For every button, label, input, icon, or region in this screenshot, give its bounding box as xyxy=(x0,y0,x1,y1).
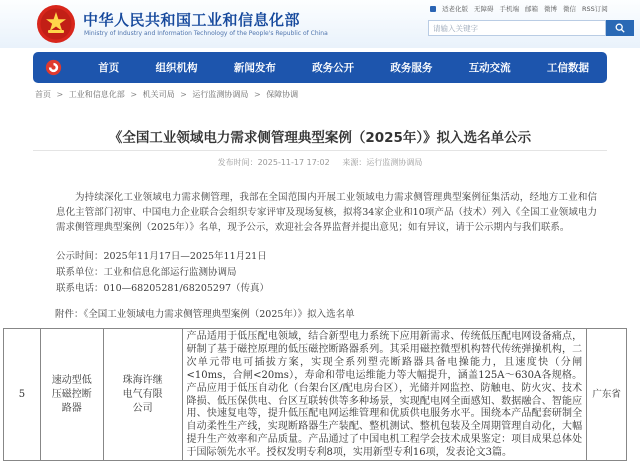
link-elder-mode[interactable]: 适老化版 xyxy=(442,5,468,13)
title-divider xyxy=(33,150,607,151)
breadcrumb-separator: > xyxy=(56,90,64,99)
nav-item-news[interactable]: 新闻发布 xyxy=(233,62,276,74)
site-title: 中华人民共和国工业和信息化部 xyxy=(83,11,301,29)
nav-item-gov-disclosure[interactable]: 政务公开 xyxy=(312,62,355,74)
nav-item-data[interactable]: 工信数据 xyxy=(546,62,589,74)
publish-time-value: 2025-11-17 17:02 xyxy=(257,158,330,167)
link-weibo[interactable]: 微博 xyxy=(544,5,557,13)
breadcrumb-home[interactable]: 首页 xyxy=(35,90,51,99)
article-meta xyxy=(0,157,640,168)
source-value: 运行监测协调局 xyxy=(366,158,423,167)
nav-item-interaction[interactable]: 互动交流 xyxy=(468,62,511,74)
link-wechat[interactable]: 微信 xyxy=(563,5,576,13)
publish-time-label: 发布时间： xyxy=(217,158,258,167)
attachment-line[interactable]: 附件：《全国工业领域电力需求侧管理典型案例（2025年）》拟入选名单 xyxy=(55,309,355,320)
main-nav xyxy=(33,52,607,83)
breadcrumb xyxy=(35,89,298,100)
link-mobile[interactable]: 手机端 xyxy=(499,5,519,13)
site-header xyxy=(0,0,640,48)
nav-item-home[interactable]: 首页 xyxy=(98,62,120,74)
site-title-english: Ministry of Industry and Information Technology of the People's Republic of China xyxy=(84,30,328,37)
contact-phone-line: 联系电话：010—68205281/68205297（传真） xyxy=(56,283,270,294)
announcement-paragraph: 为持续深化工业领域电力需求侧管理，我部在全国范围内开展工业领域电力需求侧管理典型案例征集活动，经地方工业和信息化主管部门初审、中国电力企业联合会组织专家评审及现场复核，拟将34家企业和10项产品（技术）列入《全国工业领域电力需求侧管理典型案例（2025年）》名单，现予公示，欢迎社会各界监督并提出意见；如有异议，请于公示期内与我们联系。 xyxy=(56,192,597,234)
breadcrumb-departments[interactable]: 机关司局 xyxy=(142,90,175,99)
table-cell-company: 珠海许继电气有限公司 xyxy=(104,329,183,460)
breadcrumb-support-coordination[interactable]: 保障协调 xyxy=(266,90,299,99)
national-emblem-icon xyxy=(36,4,76,44)
link-mail[interactable]: 邮箱 xyxy=(525,5,538,13)
breadcrumb-separator: > xyxy=(180,90,187,99)
nav-item-organization[interactable]: 组织机构 xyxy=(155,62,198,74)
source-label: 来源： xyxy=(342,158,367,167)
attachment-table xyxy=(3,328,627,461)
link-barrier-free[interactable]: 无障碍 xyxy=(474,5,494,13)
table-cell-case-name: 速动型低压磁控断路器 xyxy=(41,329,104,460)
search-input[interactable] xyxy=(428,20,606,36)
nav-item-gov-services[interactable]: 政务服务 xyxy=(390,62,433,74)
table-cell-description: 产品适用于低压配电领域，结合新型电力系统下应用新需求、传统低压配电网设备痛点，研制了基于磁控原理的低压磁控断路器系列。其采用磁控微型机构替代传统弹操机构，二次单元带电可插拔方案，实现全系列塑壳断路器具备电操能力，且速度快（分闸<10ms，合闸<20ms），寿命和带电运维能力等大幅提升，涵盖125A～630A各规格。产品应用于低压自动化（台架台区/配电房台区），光储并网监控、防触电、防火灾、技术降损、低压保供电、台区互联转供等多种场景，实现配电网全面感知、数据融合、智能应用、快速复电等，提升低压配电网运维管理和优质供电服务水平。围绕本产品配套研制全自动柔性生产线，实现断路器生产装配、整机测试、整机包装及全周期管理自动化，大幅提升生产效率和产品质量。产品通过了中国电机工程学会技术成果鉴定：项目成果总体处于国际领先水平。授权发明专利8项，实用新型专利16项，发表论文3篇。 xyxy=(183,329,588,460)
breadcrumb-miit[interactable]: 工业和信息化部 xyxy=(68,90,125,99)
contact-unit-line: 联系单位：工业和信息化部运行监测协调局 xyxy=(56,267,237,278)
search-button[interactable] xyxy=(606,20,634,36)
breadcrumb-operation-bureau[interactable]: 运行监测协调局 xyxy=(192,90,249,99)
search-icon xyxy=(615,23,625,33)
breadcrumb-separator: > xyxy=(253,90,261,99)
search-bar xyxy=(428,20,634,36)
table-cell-province: 广东省 xyxy=(592,388,621,400)
page-title: 《全国工业领域电力需求侧管理典型案例（2025年）》拟入选名单公示 xyxy=(108,130,532,146)
accessibility-icon xyxy=(430,6,436,12)
public-period-line: 公示时间：2025年11月17日—2025年11月21日 xyxy=(56,251,267,262)
utility-links xyxy=(430,4,635,13)
miit-logo-icon xyxy=(45,59,62,76)
table-cell-serial: 5 xyxy=(4,329,41,460)
link-rss[interactable]: RSS订阅 xyxy=(582,5,608,13)
breadcrumb-separator: > xyxy=(130,90,138,99)
